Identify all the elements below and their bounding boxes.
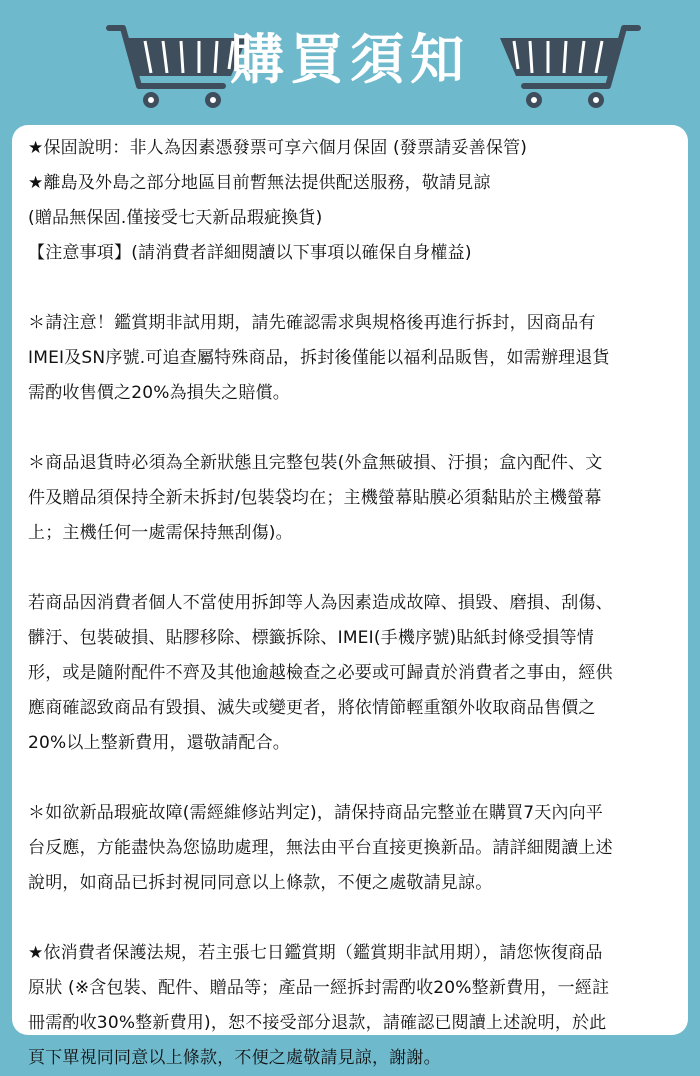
notice-line: 髒汙、包裝破損、貼膠移除、標籤拆除、IMEI(手機序號)貼紙封條受損等情: [28, 628, 594, 648]
spacer: [28, 901, 676, 936]
notice-line: ＊請注意！鑑賞期非試用期，請先確認需求與規格後再進行拆封，因商品有: [28, 313, 596, 333]
page-title: 購買須知: [230, 28, 470, 91]
notice-line: 【注意事項】(請消費者詳細閱讀以下事項以確保自身權益): [28, 243, 472, 263]
notice-line: IMEI及SN序號.可追查屬特殊商品，拆封後僅能以福利品販售，如需辦理退貨: [28, 348, 610, 368]
spacer: [28, 411, 676, 446]
notice-line: 台反應，方能盡快為您協助處理，無法由平台直接更換新品。請詳細閱讀上述: [28, 838, 613, 858]
notice-text: [28, 131, 676, 1076]
notice-line: 頁下單視同同意以上條款，不便之處敬請見諒，謝謝。: [28, 1048, 441, 1068]
notice-card: [12, 125, 688, 1068]
notice-line: ＊商品退貨時必須為全新狀態且完整包裝(外盒無破損、汙損；盒內配件、文: [28, 453, 603, 473]
notice-line: ＊如欲新品瑕疵故障(需經維修站判定)，請保持商品完整並在購買7天內向平: [28, 803, 604, 823]
notice-line: 原狀 (※含包裝、配件、贈品等；產品一經拆封需酌收20%整新費用，一經註: [28, 978, 610, 998]
notice-line: 冊需酌收30%整新費用)，恕不接受部分退款，請確認已閱讀上述說明，於此: [28, 1013, 607, 1033]
spacer: [28, 551, 676, 586]
notice-line: 說明，如商品已拆封視同同意以上條款，不便之處敬請見諒。: [28, 873, 493, 893]
notice-line: 上；主機任何一處需保持無刮傷)。: [28, 523, 293, 543]
notice-line: 若商品因消費者個人不當使用拆卸等人為因素造成故障、損毀、磨損、刮傷、: [28, 593, 613, 613]
notice-line: (贈品無保固.僅接受七天新品瑕疵換貨): [28, 208, 323, 228]
spacer: [28, 271, 676, 306]
notice-line: 形，或是隨附配件不齊及其他逾越檢查之必要或可歸責於消費者之事由，經供: [28, 663, 613, 683]
notice-line: ★保固說明：非人為因素憑發票可享六個月保固 (發票請妥善保管): [28, 138, 528, 158]
header-banner: [0, 0, 700, 125]
notice-line: ★依消費者保護法規，若主張七日鑑賞期（鑑賞期非試用期），請您恢復商品: [28, 943, 603, 963]
shopping-cart-icon: [492, 14, 642, 114]
notice-line: 應商確認致商品有毀損、滅失或變更者，將依情節輕重額外收取商品售價之: [28, 698, 596, 718]
notice-line: 件及贈品須保持全新未拆封/包裝袋均在；主機螢幕貼膜必須黏貼於主機螢幕: [28, 488, 602, 508]
notice-line: ★離島及外島之部分地區目前暫無法提供配送服務，敬請見諒: [28, 173, 491, 193]
spacer: [28, 761, 676, 796]
notice-line: 20%以上整新費用，還敬請配合。: [28, 733, 290, 753]
notice-line: 需酌收售價之20%為損失之賠償。: [28, 383, 290, 403]
